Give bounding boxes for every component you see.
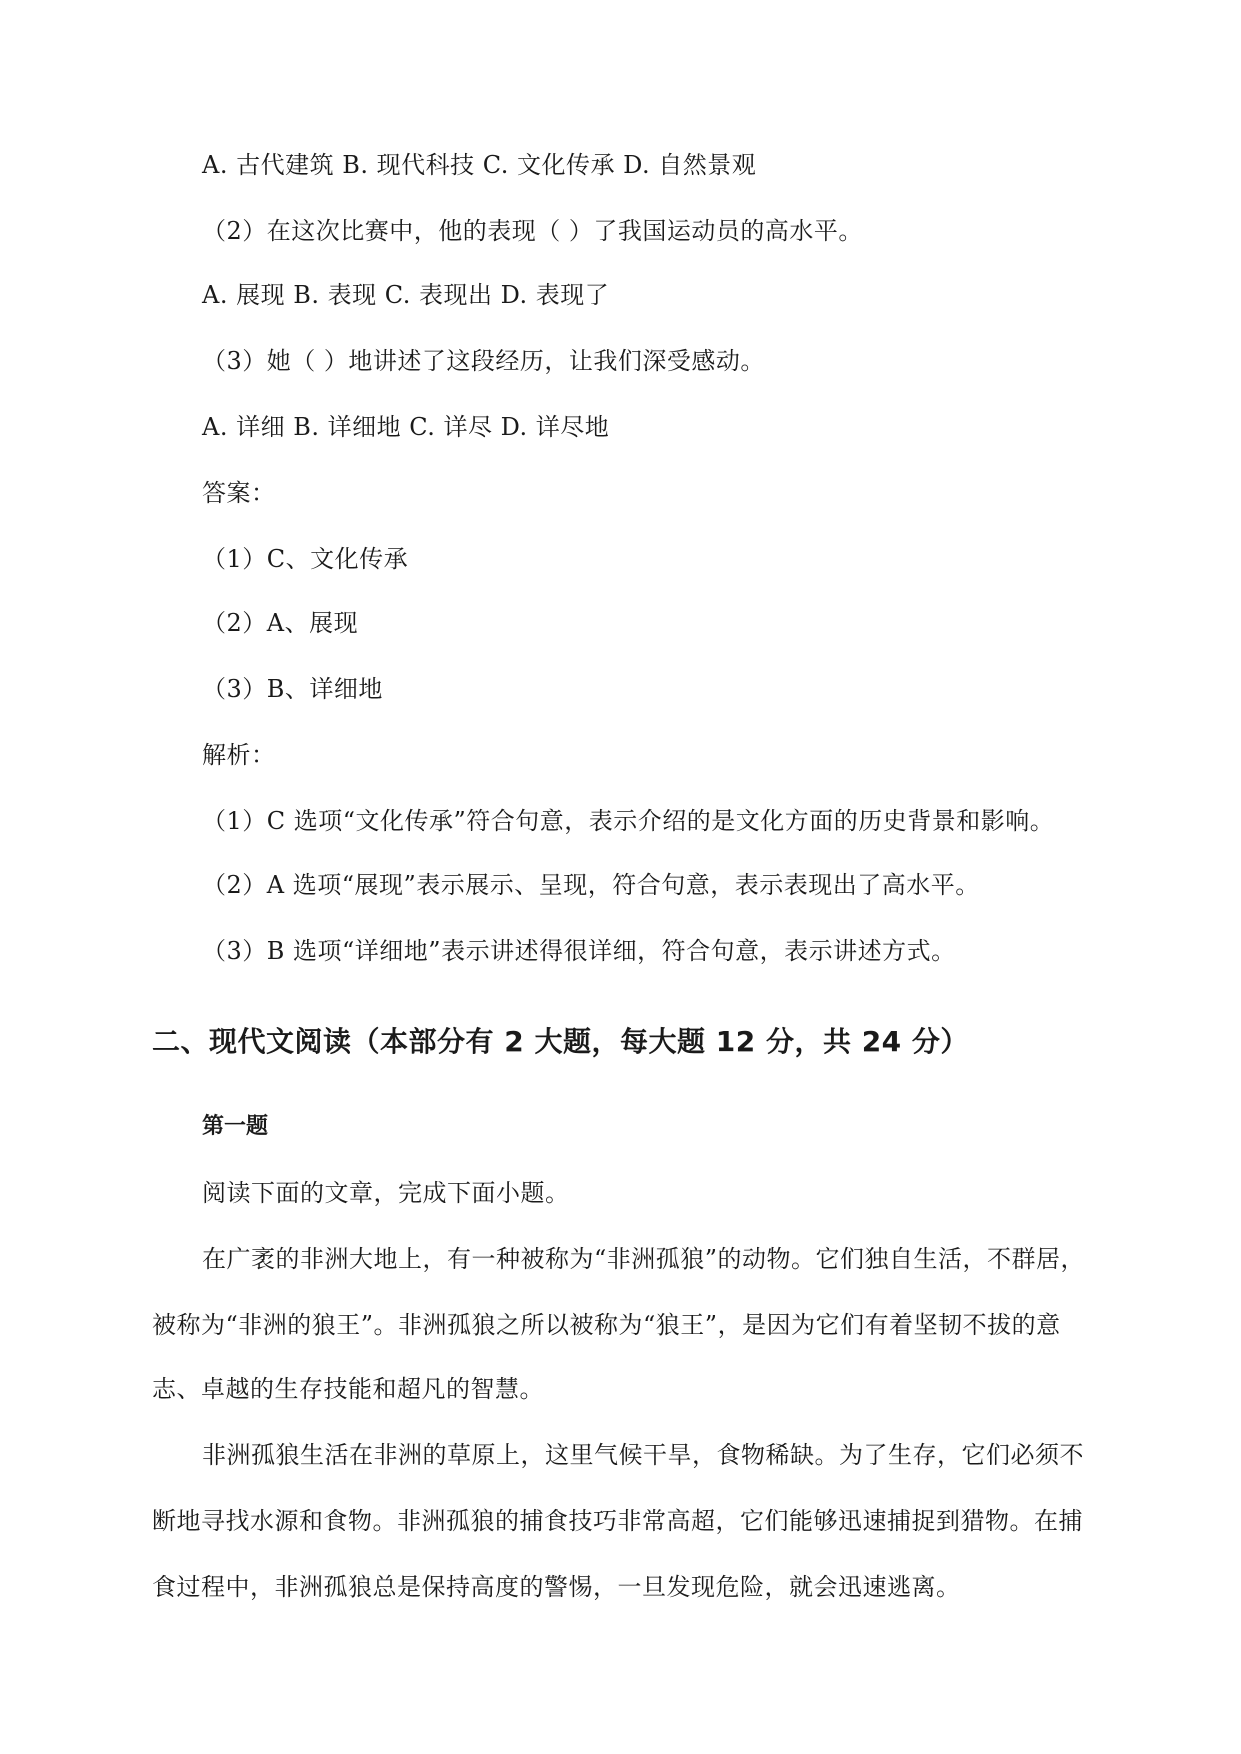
section-heading: 二、现代文阅读（本部分有 2 大题，每大题 12 分，共 24 分） [152,1025,969,1058]
q3-options: A. 详细 B. 详细地 C. 详尽 D. 详尽地 [202,413,610,441]
answer-2: （2）A、展现 [202,609,359,637]
reading-instruction: 阅读下面的文章，完成下面小题。 [202,1179,570,1207]
q1-options: A. 古代建筑 B. 现代科技 C. 文化传承 D. 自然景观 [202,151,757,179]
paragraph2-line1: 非洲孤狼生活在非洲的草原上，这里气候干旱，食物稀缺。为了生存，它们必须不 [202,1441,1084,1469]
answer-label: 答案： [202,479,276,507]
question-title: 第一题 [202,1114,269,1139]
paragraph1-line3: 志、卓越的生存技能和超凡的智慧。 [152,1375,544,1403]
answer-1: （1）C、文化传承 [202,545,409,573]
q2-options: A. 展现 B. 表现 C. 表现出 D. 表现了 [202,281,610,309]
analysis-3: （3）B 选项“详细地”表示讲述得很详细，符合句意，表示讲述方式。 [202,937,956,965]
answer-3: （3）B、详细地 [202,675,383,703]
analysis-label: 解析： [202,741,276,769]
paragraph1-line2: 被称为“非洲的狼王”。非洲孤狼之所以被称为“狼王”，是因为它们有着坚韧不拔的意 [152,1311,1061,1339]
q3-stem: （3）她（ ）地讲述了这段经历，让我们深受感动。 [202,347,765,375]
paragraph2-line3: 食过程中，非洲孤狼总是保持高度的警惕，一旦发现危险，就会迅速逃离。 [152,1573,961,1601]
q2-stem: （2）在这次比赛中，他的表现（ ）了我国运动员的高水平。 [202,217,863,245]
analysis-1: （1）C 选项“文化传承”符合句意，表示介绍的是文化方面的历史背景和影响。 [202,807,1055,835]
analysis-2: （2）A 选项“展现”表示展示、呈现，符合句意，表示表现出了高水平。 [202,871,980,899]
paragraph2-line2: 断地寻找水源和食物。非洲孤狼的捕食技巧非常高超，它们能够迅速捕捉到猎物。在捕 [152,1507,1083,1535]
paragraph1-line1: 在广袤的非洲大地上，有一种被称为“非洲孤狼”的动物。它们独自生活，不群居， [202,1245,1086,1273]
